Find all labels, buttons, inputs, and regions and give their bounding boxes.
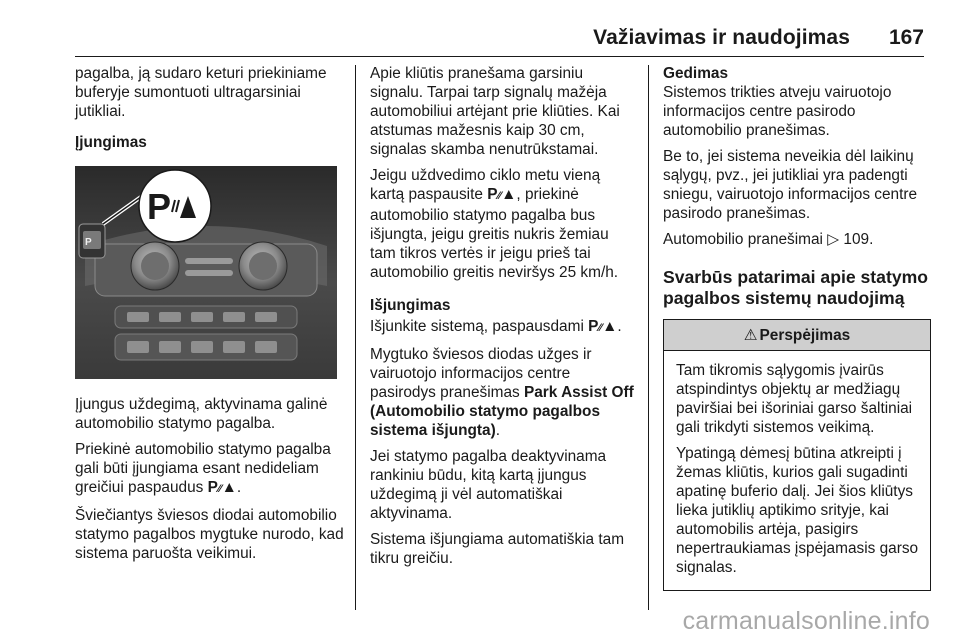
park-assist-symbol-icon: P⁄⁄▲	[487, 186, 517, 203]
warning-body	[664, 351, 930, 590]
warning-paragraph: Ypatingą dėmesį būtina atkreipti į žemas kliūtis, kurios gali sugadinti apatinę buferio dalį. Jei šios kliūtys lieka jutiklių aptikimo srityje, kai automobilis artėja, pasigirs nepertraukiamas įspėjamasis garso signalas.	[676, 445, 919, 576]
park-assist-symbol-icon: P⁄⁄▲	[588, 318, 618, 335]
paragraph-rear-activation: Įjungus uždegimą, aktyvinama galinė automobilio statymo pagalba.	[75, 396, 328, 432]
warning-box	[663, 319, 931, 591]
paragraph-temporary-conditions: Be to, jei sistema neveikia dėl laikinų sąlygų, pvz., jei jutikliai yra padengti sniegu, vairuotojo informacijos centre pasirodo pranešimas.	[663, 148, 918, 222]
heading-fault: Gedimas	[663, 65, 729, 82]
header-rule	[75, 56, 924, 57]
page-reference-icon: ▷	[827, 231, 840, 248]
column-divider	[648, 65, 649, 610]
watermark: carmanualsonline.info	[682, 607, 930, 635]
svg-text:P: P	[147, 186, 172, 227]
paragraph-front-activation: Priekinė automobilio statymo pagalba gali būti įjungiama esant nedideliam greičiui paspaudus P⁄⁄▲.	[75, 441, 331, 496]
paragraph-acoustic-signal: Apie kliūtis pranešama garsiniu signalu. Tarpai tarp signalų mažėja automobiliui artėjant prie kliūties. Kai atstumas mažesnis kaip 30 cm, signalas skamba nenutrūkstamai.	[370, 65, 620, 158]
svg-text:P: P	[85, 237, 92, 248]
page-reference-link[interactable]: 109.	[843, 231, 874, 248]
message-park-assist-off: Park Assist Off (Automobilio statymo pagalbos sistema išjungta)	[370, 384, 634, 439]
paragraph-leds: Šviečiantys šviesos diodai automobilio statymo pagalbos mygtuke nurodo, kad sistema paruošta veikimui.	[75, 507, 344, 562]
paragraph-manual-deactivation: Jei statymo pagalba deaktyvinama rankiniu būdu, kitą kartą įjungus uždegimą ji vėl automatiškai aktyvinama.	[370, 448, 607, 522]
page-number: 167	[888, 26, 924, 49]
paragraph-led-off: Mygtuko šviesos diodas užges ir vairuotojo informacijos centre pasirodys pranešimas Park Assist Off (Automobilio statymo pagalbos sistema išjungta).	[370, 346, 634, 439]
column-divider	[355, 65, 356, 610]
warning-title: Perspėjimas	[759, 326, 851, 344]
warning-header	[664, 320, 930, 351]
chapter-title: Važiavimas ir naudojimas	[593, 26, 850, 49]
dashboard-illustration	[75, 166, 337, 379]
warning-triangle-icon: ⚠	[743, 326, 758, 344]
park-assist-button-photo	[75, 166, 337, 379]
column-2	[370, 64, 638, 575]
paragraph-fault: Sistemos trikties atveju vairuotojo informacijos centre pasirodo automobilio pranešimas.	[663, 84, 892, 139]
heading-deactivation: Išjungimas	[370, 297, 451, 314]
paragraph-auto-off: Sistema išjungiama automatiškia tam tikru greičiu.	[370, 531, 625, 567]
heading-activation: Įjungimas	[75, 134, 147, 151]
paragraph-switch-off: Išjunkite sistemą, paspausdami P⁄⁄▲.	[370, 318, 622, 335]
park-assist-symbol-icon: P⁄⁄▲	[207, 479, 237, 496]
page-header	[0, 0, 960, 60]
paragraph-vehicle-messages: Automobilio pranešimai ▷ 109.	[663, 231, 874, 248]
paragraph-press-once: Jeigu uždvedimo ciklo metu vieną kartą paspausite P⁄⁄▲, priekinė automobilio statymo pagalba bus išjungta, jeigu greitis nukris žemiau tam tikros vertės ir jeigu prieš tai automobilio greitis neviršys 25 km/h.	[370, 167, 619, 281]
column-3	[663, 64, 938, 591]
column-1	[75, 64, 345, 570]
section-heading-tips: Svarbūs patarimai apie statymo pagalbos sistemų naudojimą	[663, 267, 928, 308]
intro-paragraph: pagalba, ją sudaro keturi priekiniame buferyje sumontuoti ultragarsiniai jutikliai.	[75, 65, 327, 120]
warning-paragraph: Tam tikromis sąlygomis įvairūs atspindintys objektų ar medžiagų paviršiai bei išoriniai garso šaltiniai gali trikdyti sistemos veikimą.	[676, 362, 913, 436]
